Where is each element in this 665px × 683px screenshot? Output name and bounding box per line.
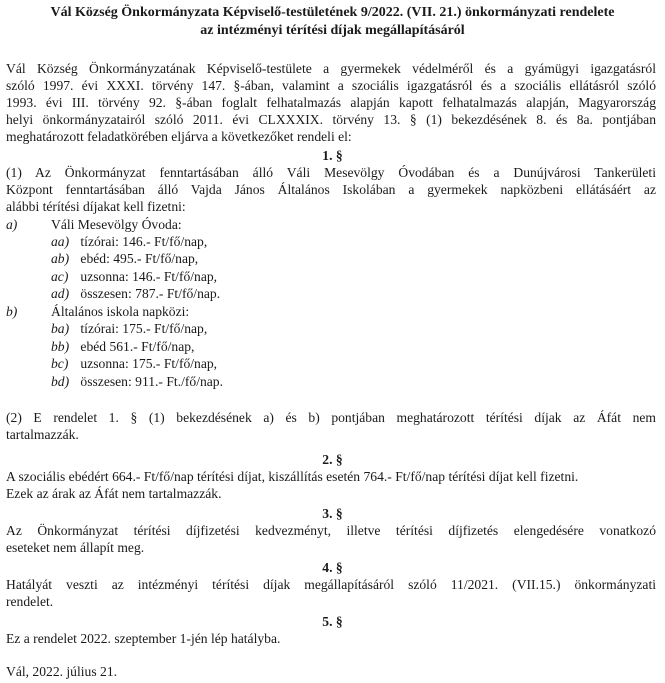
sub-item-label: ac): [51, 269, 69, 284]
item-name-a: Váli Mesevölgy Óvoda:: [51, 217, 182, 232]
sub-item-label: bd): [51, 374, 70, 389]
section-3-heading: 3. §: [322, 506, 343, 521]
sub-item: [51, 285, 220, 302]
section-1-paragraph-2-line: (2) E rendelet 1. § (1) bekezdésének a) és b) pontjában meghatározott térítési díjak az Áfát nem: [6, 410, 656, 425]
closing-place-date: Vál, 2022. július 21.: [6, 664, 118, 679]
sub-item-text: ebéd 561.- Ft/fő/nap,: [80, 339, 195, 354]
sub-item: [51, 320, 207, 337]
section-3-text-line: Az Önkormányzat térítési díjfizetési kedvezményt, illetve térítési díjfizetés elengedésére vonatkozó: [6, 523, 656, 538]
section-1-paragraph-1-line: Központ fenntartásában álló Vajda János Általános Iskolában a gyermekek napközbeni ellátásáért az: [6, 182, 656, 197]
item-label-a: a): [6, 217, 18, 232]
sub-item: [51, 268, 217, 285]
title-line-1: Vál Község Önkormányzata Képviselő-testületének 9/2022. (VII. 21.) önkormányzati rendelete: [50, 5, 615, 20]
sub-item: [51, 338, 194, 355]
section-1-paragraph-1-line: alábbi térítési díjakat kell fizetni:: [6, 199, 186, 214]
sub-item-label: aa): [51, 234, 70, 249]
section-1-paragraph-2-line: tartalmazzák.: [6, 427, 79, 442]
section-2-text-line: A szociális ebédért 664.- Ft/fő/nap térítési díjat, kiszállítás esetén 764.- Ft/fő/nap térítési díjat kell fizetni.: [6, 469, 579, 484]
preamble-line: szóló 1997. évi XXXI. törvény 147. §-ában, valamint a szociális igazgatásról és a szociális ellátásról szóló: [6, 78, 656, 93]
sub-item-label: ab): [51, 251, 70, 266]
sub-item-text: ebéd: 495.- Ft/fő/nap,: [80, 251, 199, 266]
sub-item: [51, 250, 198, 267]
section-4-text-line: Hatályát veszti az intézményi térítési díjak megállapításáról szóló 11/2021. (VII.15.) önkormányzati: [6, 577, 656, 592]
section-4-text-line: rendelet.: [6, 594, 54, 609]
sub-item: [51, 355, 217, 372]
sub-item-text: uzsonna: 146.- Ft/fő/nap,: [80, 269, 218, 284]
preamble-line: meghatározott feladatkörében eljárva a következőket rendeli el:: [6, 129, 352, 144]
section-1-heading: 1. §: [322, 148, 343, 163]
sub-item-label: ad): [51, 286, 70, 301]
section-3-text-line: eseteket nem állapít meg.: [6, 540, 145, 555]
section-4-heading: 4. §: [322, 560, 343, 575]
sub-item: [51, 233, 207, 250]
title-line-2: az intézményi térítési díjak megállapításáról: [200, 23, 465, 38]
sub-item-text: tízórai: 146.- Ft/fő/nap,: [80, 234, 208, 249]
sub-item: [51, 373, 223, 390]
item-name-b: Általános iskola napközi:: [51, 304, 190, 319]
sub-item-label: bb): [51, 339, 70, 354]
preamble-line: 1993. évi III. törvény 92. §-ában foglalt felhatalmazás alapján kapott felhatalmazás alapján, Magyarország: [6, 95, 656, 110]
section-1-paragraph-1-line: (1) Az Önkormányzat fenntartásában álló Váli Mesevölgy Óvodában és a Dunújvárosi Tankerületi: [6, 165, 656, 180]
sub-item-label: bc): [51, 356, 69, 371]
sub-item-text: összesen: 787.- Ft/fő/nap.: [80, 286, 221, 301]
section-2-text-line: Ezek az árak az Áfát nem tartalmazzák.: [6, 486, 222, 501]
preamble-line: helyi önkormányzatairól szóló 2011. évi CLXXXIX. törvény 13. § (1) bekezdésének 8. és 8a. pontjában: [6, 112, 656, 127]
preamble-line: Vál Község Önkormányzatának Képviselő-testülete a gyermekek védelméről és a gyámügyi igazgatásról: [6, 61, 656, 76]
section-2-heading: 2. §: [322, 452, 343, 467]
sub-item-text: tízórai: 175.- Ft/fő/nap,: [80, 321, 208, 336]
sub-item-text: uzsonna: 175.- Ft/fő/nap,: [80, 356, 218, 371]
sub-item-text: összesen: 911.- Ft./fő/nap.: [80, 374, 223, 389]
item-label-b: b): [6, 304, 18, 319]
section-5-heading: 5. §: [322, 614, 343, 629]
sub-item-label: ba): [51, 321, 70, 336]
section-5-text: Ez a rendelet 2022. szeptember 1-jén lép hatályba.: [6, 631, 281, 646]
